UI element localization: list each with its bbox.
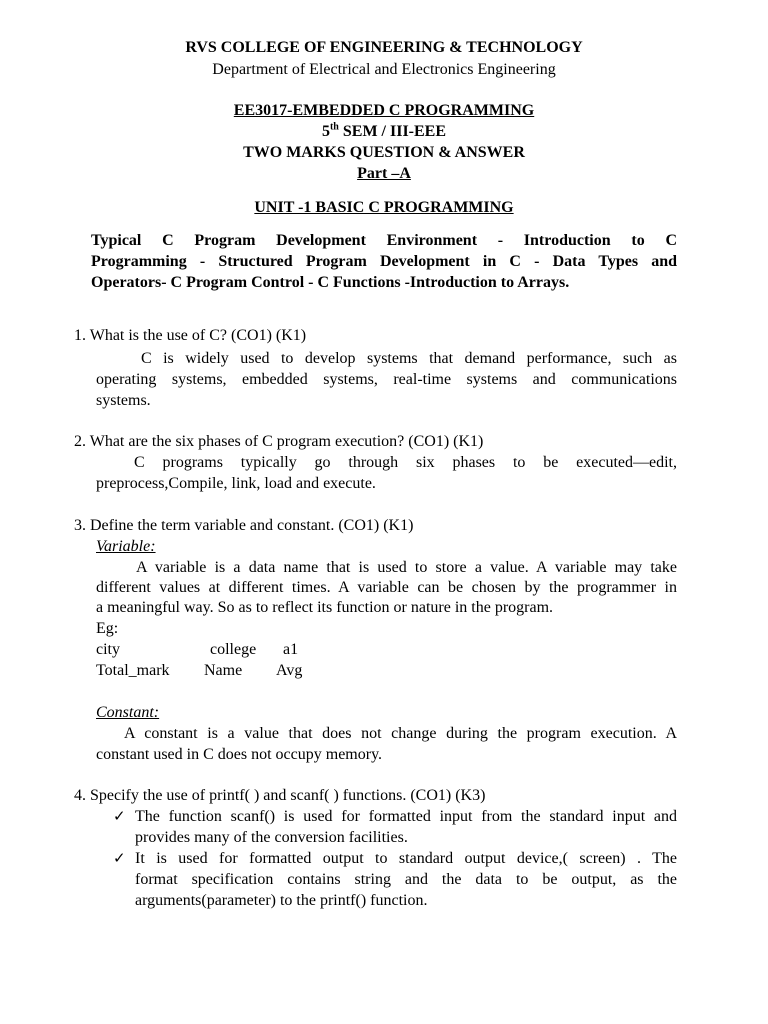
checkmark-icon: ✓ <box>113 849 126 867</box>
example-cell: Name <box>204 662 243 679</box>
variable-line-3: a meaningful way. So as to reflect its function or nature in the program. <box>96 599 554 616</box>
answer-1-line-3: systems. <box>96 392 151 409</box>
bullet-2-line-3: arguments(parameter) to the printf() function. <box>135 892 428 909</box>
constant-heading: Constant: <box>96 704 160 721</box>
bullet-2-line-2: format specification contains string and the data to be output, as the <box>135 871 677 888</box>
semester-text: SEM / III-EEE <box>338 123 447 140</box>
bullet-1-line-2: provides many of the conversion facilities. <box>135 829 408 846</box>
bullet-2-line-1: It is used for formatted output to standard output device,( screen) . The <box>135 850 677 867</box>
variable-line-2: different values at different times. A variable can be chosen by the programmer in <box>96 579 677 596</box>
syllabus-line-3: Operators- C Program Control - C Functions -Introduction to Arrays. <box>91 274 570 291</box>
example-cell: city <box>96 641 120 658</box>
example-label: Eg: <box>96 620 119 637</box>
variable-line-1: A variable is a data name that is used to store a value. A variable may take <box>136 559 677 576</box>
answer-1-line-2: operating systems, embedded systems, real-time systems and communications <box>96 371 677 388</box>
answer-2-line-1: C programs typically go through six phases to be executed—edit, <box>134 454 677 471</box>
qa-title: TWO MARKS QUESTION & ANSWER <box>243 144 525 161</box>
example-cell: Total_mark <box>96 662 170 679</box>
example-cell: Avg <box>276 662 303 679</box>
college-name: RVS COLLEGE OF ENGINEERING & TECHNOLOGY <box>185 39 583 56</box>
semester-number: 5 <box>321 123 330 140</box>
example-cell: college <box>210 641 257 658</box>
syllabus-line-1: Typical C Program Development Environment - Introduction to C <box>91 232 677 249</box>
constant-line-1: A constant is a value that does not change during the program execution. A <box>124 725 677 742</box>
answer-2-line-2: preprocess,Compile, link, load and execute. <box>96 475 376 492</box>
department-name: Department of Electrical and Electronics Engineering <box>212 61 556 78</box>
course-title: EE3017-EMBEDDED C PROGRAMMING <box>233 102 535 119</box>
constant-line-2: constant used in C does not occupy memory. <box>96 746 383 763</box>
variable-heading: Variable: <box>96 538 156 555</box>
semester <box>0 121 768 142</box>
question-2: 2. What are the six phases of C program execution? (CO1) (K1) <box>74 433 484 450</box>
question-4: 4. Specify the use of printf( ) and scanf( ) functions. (CO1) (K3) <box>74 787 486 804</box>
checkmark-icon: ✓ <box>113 807 126 825</box>
bullet-1-line-1: The function scanf() is used for formatted input from the standard input and <box>135 808 677 825</box>
question-1: 1. What is the use of C? (CO1) (K1) <box>74 327 307 344</box>
question-3: 3. Define the term variable and constant. (CO1) (K1) <box>74 517 414 534</box>
answer-1-line-1: C is widely used to develop systems that demand performance, such as <box>141 350 677 367</box>
part-label: Part –A <box>357 165 411 182</box>
example-cell: a1 <box>283 641 299 658</box>
unit-title: UNIT -1 BASIC C PROGRAMMING <box>254 199 514 216</box>
semester-superscript: th <box>329 121 339 133</box>
syllabus-line-2: Programming - Structured Program Development in C - Data Types and <box>91 253 677 270</box>
